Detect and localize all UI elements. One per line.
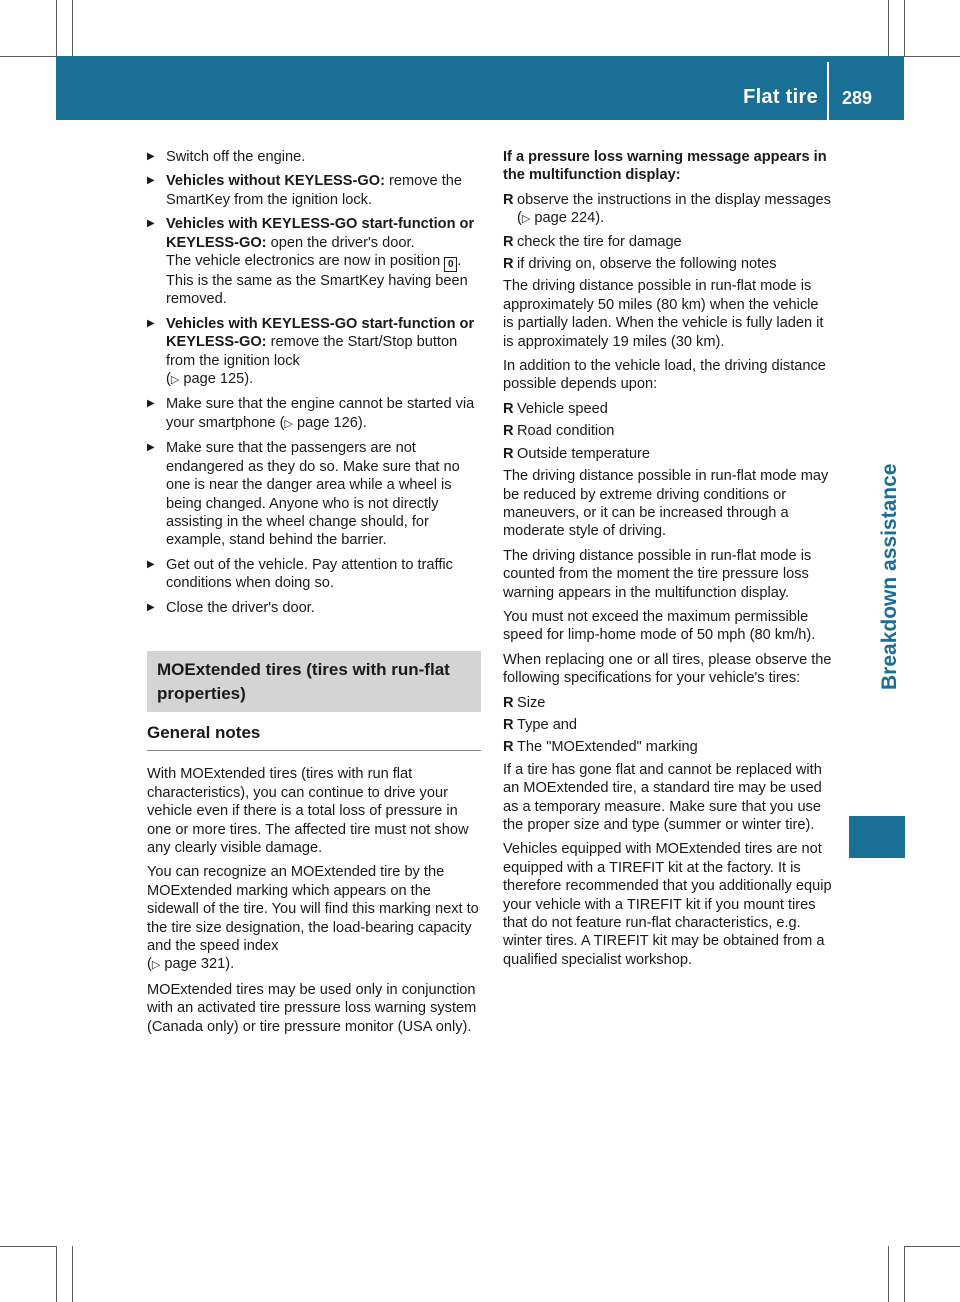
- crop-mark: [72, 1246, 73, 1302]
- paragraph: With MOExtended tires (tires with run flat characteristics), you can continue to drive your vehicle even if there is a total loss of pressure in one or more tires. The affected tire must not show any clearly visible damage.: [147, 766, 469, 856]
- crop-mark: [888, 1246, 889, 1302]
- header-divider: [827, 62, 829, 120]
- left-column: [147, 148, 481, 1042]
- crop-mark: [56, 0, 57, 56]
- paragraph: The driving distance possible in run-flat mode may be reduced by extreme driving conditions or maneuvers, or it can be increased through a moderate style of driving.: [503, 468, 829, 540]
- bullet-icon: R: [503, 423, 514, 440]
- bullet-icon: R: [503, 256, 514, 273]
- paragraph: When replacing one or all tires, please observe the following specifications for your vehicle's tires:: [503, 651, 832, 687]
- bullet-icon: R: [503, 694, 514, 711]
- bullet-icon: R: [503, 233, 514, 250]
- step-passengers: ▶ Make sure that the passengers are not endangered as they do so. Make sure that no one is near the danger area while a wheel is being changed. Anyone who is not directly assisting in the wheel change should, for example, stand behind the barrier.: [147, 439, 481, 549]
- subheading-general-notes: General notes: [147, 724, 481, 751]
- crop-mark: [904, 1246, 905, 1302]
- crop-mark: [72, 0, 73, 56]
- step-close-door: ▶ Close the driver's door.: [147, 599, 481, 617]
- crop-mark: [904, 0, 905, 56]
- bullet-icon: R: [503, 716, 514, 733]
- bullet-icon: R: [503, 400, 514, 417]
- crop-mark: [888, 0, 889, 56]
- list-item: R observe the instructions in the display messages (▷ page 224).: [503, 191, 831, 227]
- paragraph: The driving distance possible in run-flat mode is approximately 50 miles (80 km) when the vehicle is partially laden. When the vehicle is fully laden it is approximately 19 miles (30 km).: [503, 278, 824, 350]
- side-tab-label: Breakdown assistance: [878, 463, 901, 690]
- bullet-icon: R: [503, 739, 514, 756]
- page-ref-arrow-icon: ▷: [151, 959, 161, 972]
- step-get-out: ▶ Get out of the vehicle. Pay attention to traffic conditions when doing so.: [147, 556, 481, 593]
- list-item: R Type and: [503, 716, 578, 733]
- list-item: R The "MOExtended" marking: [503, 739, 698, 756]
- page-ref-arrow-icon: ▷: [521, 213, 531, 226]
- side-tab-block: [849, 816, 905, 858]
- page-ref-link[interactable]: page 224).: [534, 210, 605, 227]
- paragraph: You can recognize an MOExtended tire by the MOExtended marking which appears on the sidewall of the tire. You will find this marking next to the tire size designation, the load-bearing capacity and the speed index (▷ page 321).: [147, 864, 479, 973]
- page-ref-link[interactable]: page 125).: [183, 371, 254, 388]
- paragraph: The driving distance possible in run-flat mode is counted from the moment the tire pressure loss warning appears in the multifunction display.: [503, 547, 812, 601]
- page-ref-link[interactable]: page 126).: [296, 414, 367, 431]
- step-switch-off: ▶ Switch off the engine.: [147, 148, 481, 166]
- list-item: R Outside temperature: [503, 445, 651, 462]
- section-heading: MOExtended tires (tires with run-flat properties): [147, 651, 481, 712]
- step-smartphone: ▶ Make sure that the engine cannot be started via your smartphone (▷ page 126).: [147, 395, 481, 433]
- bullet-icon: R: [503, 191, 514, 208]
- paragraph: You must not exceed the maximum permissible speed for limp-home mode of 50 mph (80 km/h).: [503, 608, 816, 644]
- list-item: R check the tire for damage: [503, 233, 682, 250]
- paragraph: In addition to the vehicle load, the driving distance possible depends upon:: [503, 358, 826, 393]
- paragraph: MOExtended tires may be used only in conjunction with an activated tire pressure loss warning system (Canada only) or tire pressure monitor (USA only).: [147, 981, 477, 1035]
- right-column: [503, 148, 833, 975]
- crop-mark: [904, 56, 960, 57]
- list-item: R Road condition: [503, 423, 615, 440]
- crop-mark: [0, 56, 56, 57]
- bullet-icon: R: [503, 445, 514, 462]
- ignition-position-symbol: 0: [444, 257, 457, 272]
- paragraph: If a tire has gone flat and cannot be replaced with an MOExtended tire, a standard tire may be used as a temporary measure. Make sure that you use the proper size and type (summer or winter tire).: [503, 761, 822, 833]
- step-remove-start-stop: ▶ Vehicles with KEYLESS-GO start-function or KEYLESS-GO: remove the Start/Stop button from the ignition lock (▷ page 125).: [147, 315, 481, 390]
- crop-mark: [0, 1246, 56, 1247]
- warning-heading: If a pressure loss warning message appears in the multifunction display:: [503, 149, 827, 184]
- paragraph: Vehicles equipped with MOExtended tires are not equipped with a TIREFIT kit at the factory. It is therefore recommended that you additionally equip your vehicle with a TIREFIT kit if you mount tires that do not feature run-flat characteristics, e.g. winter tires. A TIREFIT kit may be obtained from a qualified specialist workshop.: [503, 841, 832, 968]
- crop-mark: [904, 1246, 960, 1247]
- page-ref-link[interactable]: page 321).: [164, 956, 235, 973]
- page-ref-arrow-icon: ▷: [284, 417, 293, 430]
- section-title: Flat tire: [743, 86, 818, 108]
- page-ref-arrow-icon: ▷: [170, 374, 180, 387]
- list-item: R Size: [503, 694, 546, 711]
- page-number: 289: [842, 88, 873, 108]
- crop-mark: [56, 1246, 57, 1302]
- list-item: R Vehicle speed: [503, 400, 608, 417]
- step-remove-smartkey: ▶ Vehicles without KEYLESS-GO: remove the SmartKey from the ignition lock.: [147, 172, 481, 209]
- step-open-door: ▶ Vehicles with KEYLESS-GO start-function or KEYLESS-GO: open the driver's door. The vehicle electronics are now in position 0 . This is the same as the SmartKey having been removed.: [147, 215, 481, 309]
- list-item: R if driving on, observe the following notes: [503, 256, 777, 273]
